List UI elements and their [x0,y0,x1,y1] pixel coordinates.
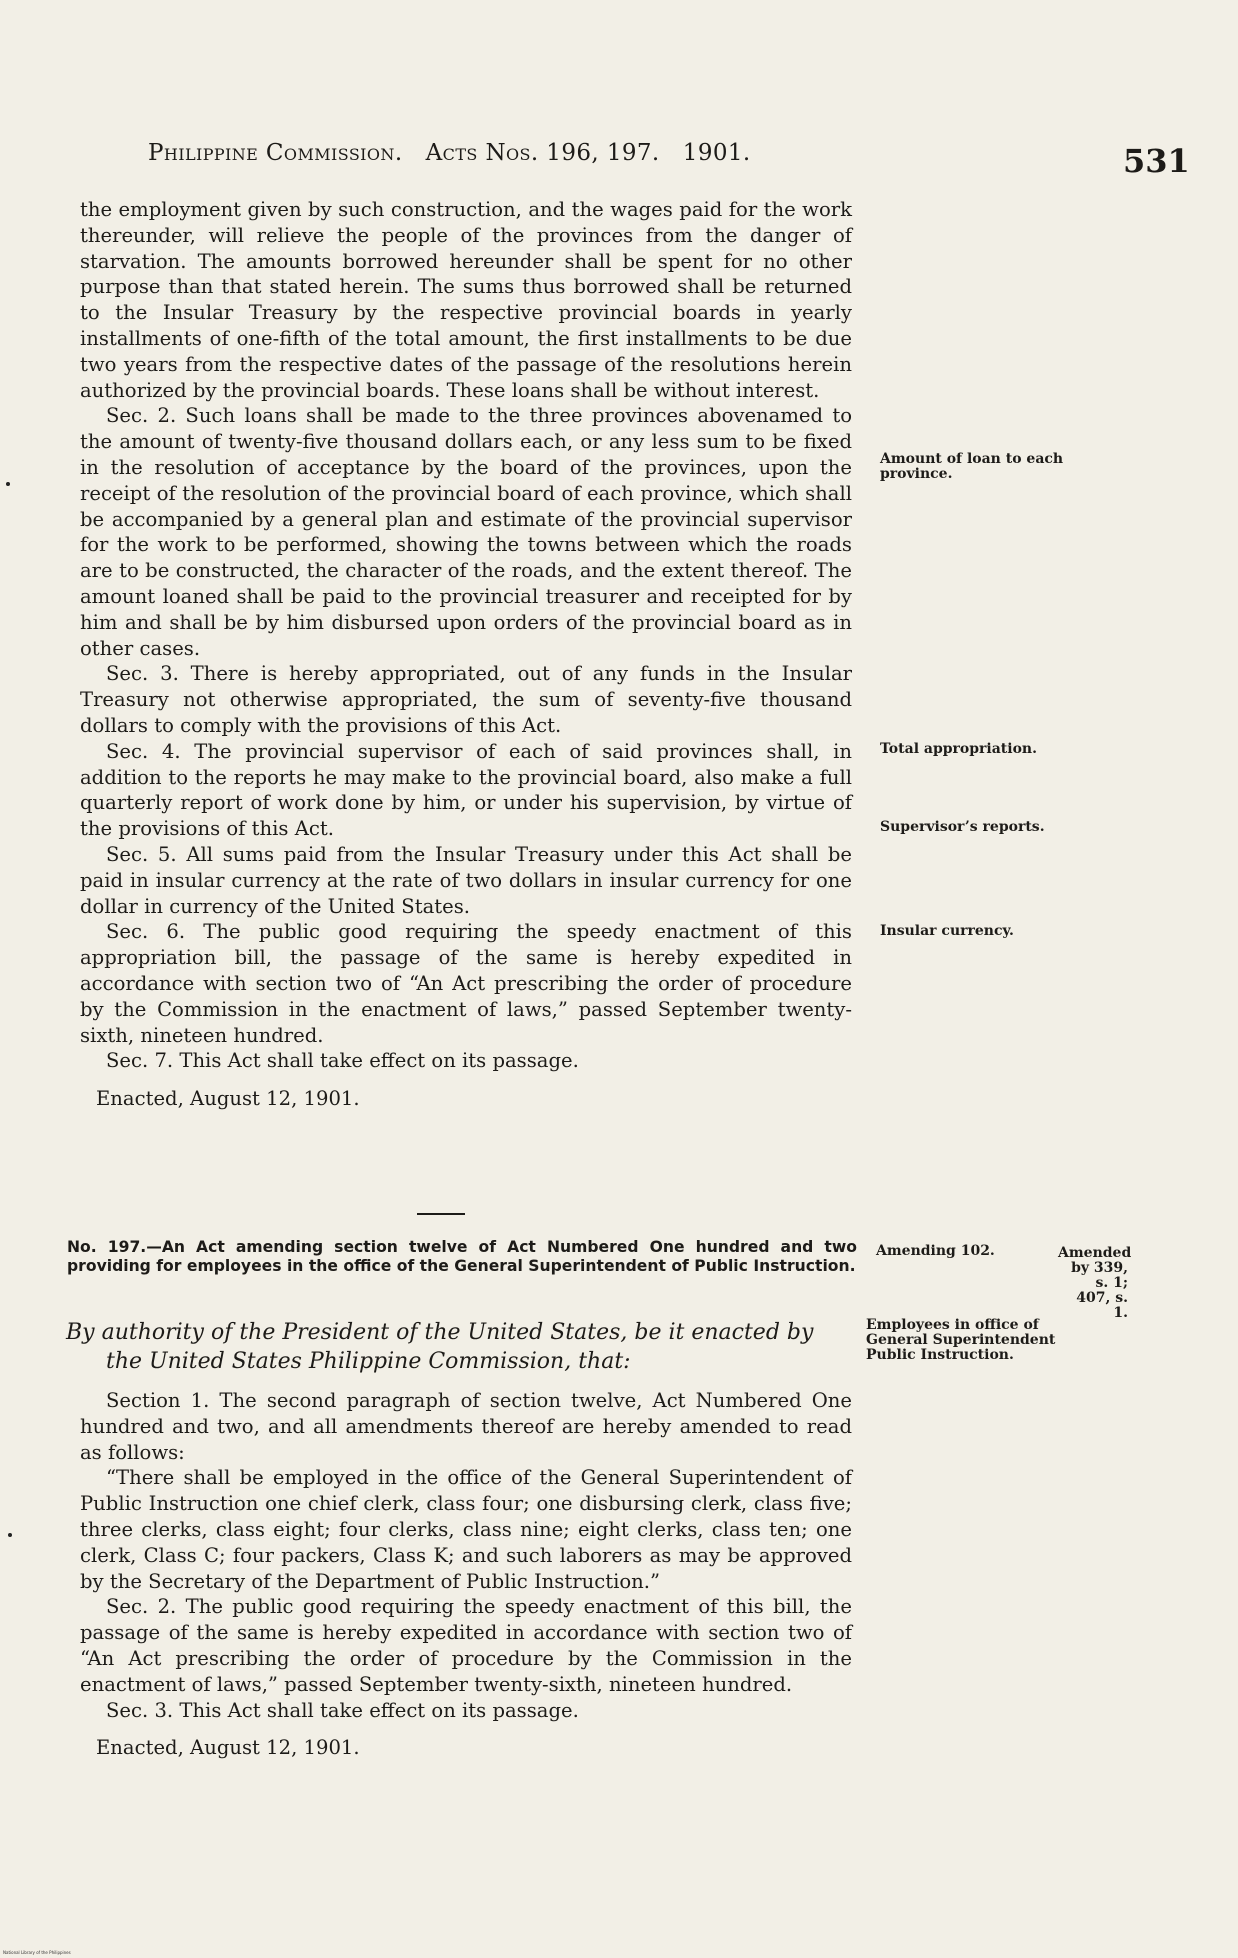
margin-note-insular-currency: Insular currency. [880,923,1014,939]
running-title: Philippine Commission. [148,140,403,166]
page-number: 531 [1123,142,1190,180]
act-196-section-4: Sec. 4. The provincial supervisor of each of said provinces shall, in addition to the reports he may make to the provincial board, also make a full quarterly report of work done by him, or under his supervision, by virtue of the provisions of this Act. [80,739,852,841]
margin-note-amending: Amending 102. [876,1243,995,1259]
act-196-paragraph: the employment given by such construction, and the wages paid for the work thereunder, will relieve the people of the provinces from the danger of starvation. The amounts borrowed hereunder shall be spent for no other purpose than that stated herein. The sums thus borrowed shall be returned to the Insular Treasury by the respective provincial boards in yearly installments of one-fifth of the total amount, the first installments to be due two years from the respective dates of the passage of the resolutions herein authorized by the provincial boards. These loans shall be without interest. [80,198,852,402]
act-196-section-3: Sec. 3. There is hereby appropriated, out of any funds in the Insular Treasury not otherwise appropriated, the sum of seventy-five thousand dollars to comply with the provisions of this Act. [80,662,852,737]
margin-note-amount-of-loan: Amount of loan to each province. [880,451,1064,482]
act-196-section-6: Sec. 6. The public good requiring the speedy enactment of this appropriation bill, the passage of the same is hereby expedited in accordance with section two of “An Act prescribing the order of procedure by the Commission in the enactment of laws,” passed September twenty-sixth, nineteen hundred. [80,920,852,1047]
act-197-section-1: Section 1. The second paragraph of section twelve, Act Numbered One hundred and two, and all amendments thereof are hereby amended to read as follows: [80,1389,852,1464]
act-196-section-7: Sec. 7. This Act shall take effect on its passage. [106,1049,579,1073]
margin-note-supervisors-reports: Supervisor’s reports. [880,819,1045,835]
act-196-body [80,197,852,1112]
act-197-quoted-paragraph: “There shall be employed in the office of the General Superintendent of Public Instruction one chief clerk, class four; one disbursing clerk, class five; three clerks, class eight; four clerks, class nine; eight clerks, class ten; one clerk, Class C; four packers, Class K; and such laborers as may be approved by the Secretary of the Department of Public Instruction.” [80,1466,852,1593]
footer-credit: National Library of the Philippines [3,1950,71,1955]
print-speck [8,1533,12,1537]
act-197-section-3: Sec. 3. This Act shall take effect on its passage. [106,1698,579,1722]
act-197-body [80,1388,852,1761]
margin-note-employees: Employees in office of General Superintendent Public Instruction. [866,1317,1056,1363]
act-196-enacted: Enacted, August 12, 1901. [96,1087,360,1111]
print-speck [6,482,10,486]
running-head [148,140,751,166]
act-196-section-5: Sec. 5. All sums paid from the Insular Treasury under this Act shall be paid in insular currency at the rate of two dollars in insular currency for one dollar in currency of the United States. [80,842,852,918]
act-197-heading: No. 197.—An Act amending section twelve of Act Numbered One hundred and two providing for employees in the office of the General Superintendent of Public Instruction. [67,1238,857,1275]
margin-note-total-appropriation: Total appropriation. [880,741,1037,757]
act-196-section-2: Sec. 2. Such loans shall be made to the three provinces abovenamed to the amount of twenty-five thousand dollars each, or any less sum to be fixed in the resolution of acceptance by the board of the provinces, upon the receipt of the resolution of the provincial board of each province, which shall be accompanied by a general plan and estimate of the provincial supervisor for the work to be performed, showing the towns between which the roads are to be constructed, the character of the roads, and the extent thereof. The amount loaned shall be paid to the provincial treasurer and receipted for by him and shall be by him disbursed upon orders of the provincial board as in other cases. [80,404,852,660]
margin-note-amended-by: Amended by 339, s. 1; 407, s. 1. [1058,1245,1132,1321]
header-year: 1901. [682,140,751,166]
act-197-enacted: Enacted, August 12, 1901. [96,1736,360,1760]
act-197-section-2: Sec. 2. The public good requiring the speedy enactment of this bill, the passage of the same is hereby expedited in accordance with section two of “An Act prescribing the order of procedure by the Commission in the enactment of laws,” passed September twenty-sixth, nineteen hundred. [80,1595,852,1696]
act-numbers: Acts Nos. 196, 197. [425,140,660,166]
enacting-clause [66,1318,856,1376]
enacting-line-1: By authority of the President of the United States, be it enacted by [66,1320,814,1345]
section-divider [417,1213,465,1215]
enacting-line-2: the United States Philippine Commission, that: [106,1349,631,1374]
